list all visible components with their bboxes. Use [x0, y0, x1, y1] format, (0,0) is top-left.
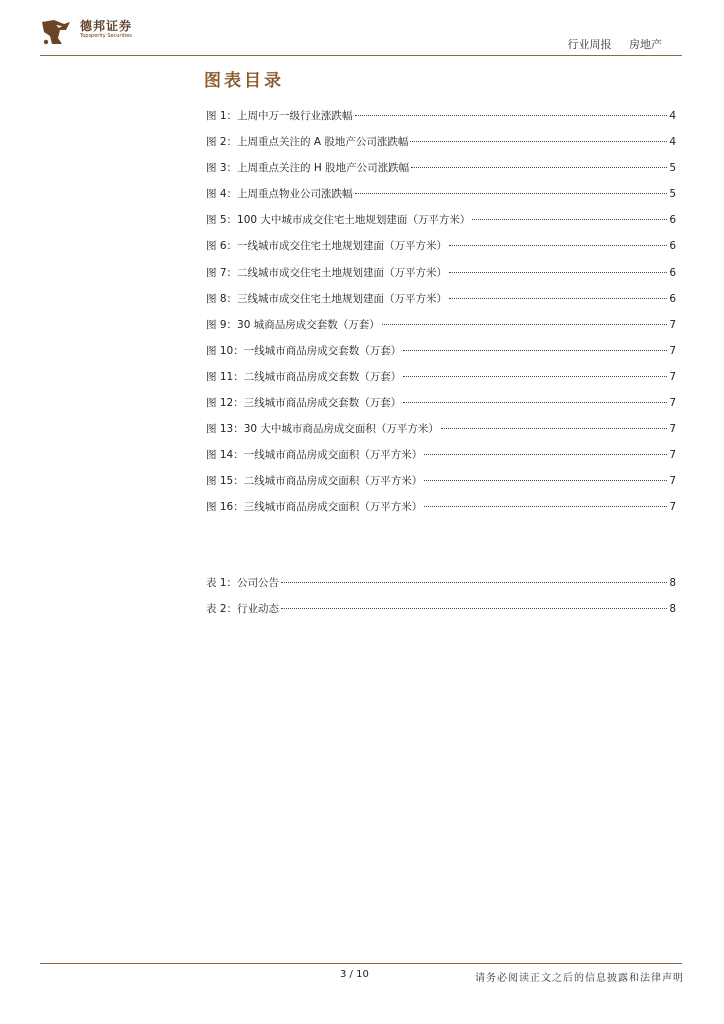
page-number: 3 / 10 [340, 969, 369, 980]
toc-leader-dots [449, 272, 667, 273]
table-list [206, 575, 676, 627]
toc-entry[interactable] [206, 473, 676, 499]
toc-entry-page: 7 [669, 344, 676, 357]
toc-leader-dots [281, 608, 667, 609]
toc-leader-dots [355, 115, 668, 116]
toc-entry[interactable] [206, 317, 676, 343]
toc-entry-label: 图 11：二线城市商品房成交套数（万套） [206, 370, 402, 383]
sector-name: 房地产 [629, 38, 662, 51]
toc-leader-dots [424, 506, 667, 507]
toc-entry-page: 4 [669, 110, 676, 122]
page-header [0, 0, 724, 58]
company-logo [40, 16, 180, 48]
toc-leader-dots [355, 193, 668, 194]
toc-leader-dots [441, 428, 667, 429]
toc-entry-page: 7 [669, 423, 676, 436]
toc-entry-label: 图 4：上周重点物业公司涨跌幅 [206, 188, 353, 201]
toc-entry-label: 图 14：一线城市商品房成交面积（万平方米） [206, 449, 423, 462]
toc-entry-page: 5 [669, 162, 676, 175]
toc-entry-label: 图 15：二线城市商品房成交面积（万平方米） [206, 475, 423, 488]
toc-entry-page: 6 [669, 266, 676, 279]
toc-entry[interactable] [206, 160, 676, 186]
toc-entry-page: 8 [669, 577, 676, 589]
toc-leader-dots [281, 582, 667, 583]
toc-entry-label: 图 6：一线城市成交住宅土地规划建面（万平方米） [206, 240, 448, 253]
report-type: 行业周报 [567, 38, 612, 51]
logo-chinese-name: 德邦证券 [80, 19, 133, 33]
toc-entry-page: 7 [669, 501, 676, 514]
toc-entry[interactable] [206, 575, 676, 601]
toc-entry-label: 图 13：30 大中城市商品房成交面积（万平方米） [206, 423, 439, 436]
logo-icon [40, 16, 72, 48]
toc-entry[interactable] [206, 238, 676, 264]
toc-entry-page: 7 [669, 370, 676, 383]
toc-entry-label: 图 8：三线城市成交住宅土地规划建面（万平方米） [206, 292, 448, 305]
toc-entry[interactable] [206, 601, 676, 627]
toc-entry-label: 图 10：一线城市商品房成交套数（万套） [206, 344, 402, 357]
toc-entry[interactable] [206, 499, 676, 525]
toc-entry-label: 图 12：三线城市商品房成交套数（万套） [206, 397, 402, 410]
toc-entry-page: 4 [669, 136, 676, 149]
toc-entry-page: 7 [669, 449, 676, 462]
toc-leader-dots [424, 480, 667, 481]
toc-leader-dots [424, 454, 667, 455]
toc-entry-label: 图 9：30 城商品房成交套数（万套） [206, 318, 380, 331]
toc-entry-page: 6 [669, 292, 676, 305]
toc-entry[interactable] [206, 421, 676, 447]
figure-list [206, 108, 676, 526]
toc-entry-label: 图 3：上周重点关注的 H 股地产公司涨跌幅 [206, 162, 410, 175]
logo-english-name: Topsperity Securities [80, 33, 132, 39]
toc-entry-label: 图 5：100 大中城市成交住宅土地规划建面（万平方米） [206, 214, 471, 227]
toc-leader-dots [403, 350, 667, 351]
toc-entry-label: 图 1：上周中万一级行业涨跌幅 [206, 110, 353, 122]
toc-entry[interactable] [206, 186, 676, 212]
disclaimer-text: 请务必阅读正文之后的信息披露和法律声明 [475, 973, 684, 984]
toc-leader-dots [449, 245, 667, 246]
toc-leader-dots [449, 298, 667, 299]
toc-entry[interactable] [206, 291, 676, 317]
toc-leader-dots [410, 141, 667, 142]
footer-divider [40, 963, 682, 964]
toc-entry[interactable] [206, 369, 676, 395]
toc-entry[interactable] [206, 395, 676, 421]
toc-entry[interactable] [206, 212, 676, 238]
toc-leader-dots [382, 324, 668, 325]
toc-leader-dots [411, 167, 667, 168]
header-divider [40, 55, 682, 56]
toc-entry[interactable] [206, 447, 676, 473]
toc-entry-page: 5 [669, 188, 676, 201]
toc-entry-label: 图 16：三线城市商品房成交面积（万平方米） [206, 501, 423, 514]
header-info [568, 36, 663, 52]
toc-entry-label: 图 2：上周重点关注的 A 股地产公司涨跌幅 [206, 136, 409, 149]
toc-entry-page: 7 [669, 397, 676, 410]
toc-entry[interactable] [206, 343, 676, 369]
page-title: 图表目录 [204, 71, 284, 91]
toc-entry-page: 8 [669, 603, 676, 616]
toc-leader-dots [403, 402, 667, 403]
toc-entry-label: 图 7：二线城市成交住宅土地规划建面（万平方米） [206, 266, 448, 279]
toc-entry-label: 表 1：公司公告 [206, 577, 280, 589]
toc-entry[interactable] [206, 108, 676, 134]
toc-entry[interactable] [206, 134, 676, 160]
toc-entry-page: 7 [669, 318, 676, 331]
toc-entry-page: 6 [669, 240, 676, 253]
toc-entry-page: 6 [669, 214, 676, 227]
toc-entry-label: 表 2：行业动态 [206, 603, 280, 616]
toc-leader-dots [472, 219, 667, 220]
toc-entry-page: 7 [669, 475, 676, 488]
toc-leader-dots [403, 376, 667, 377]
toc-entry[interactable] [206, 265, 676, 291]
